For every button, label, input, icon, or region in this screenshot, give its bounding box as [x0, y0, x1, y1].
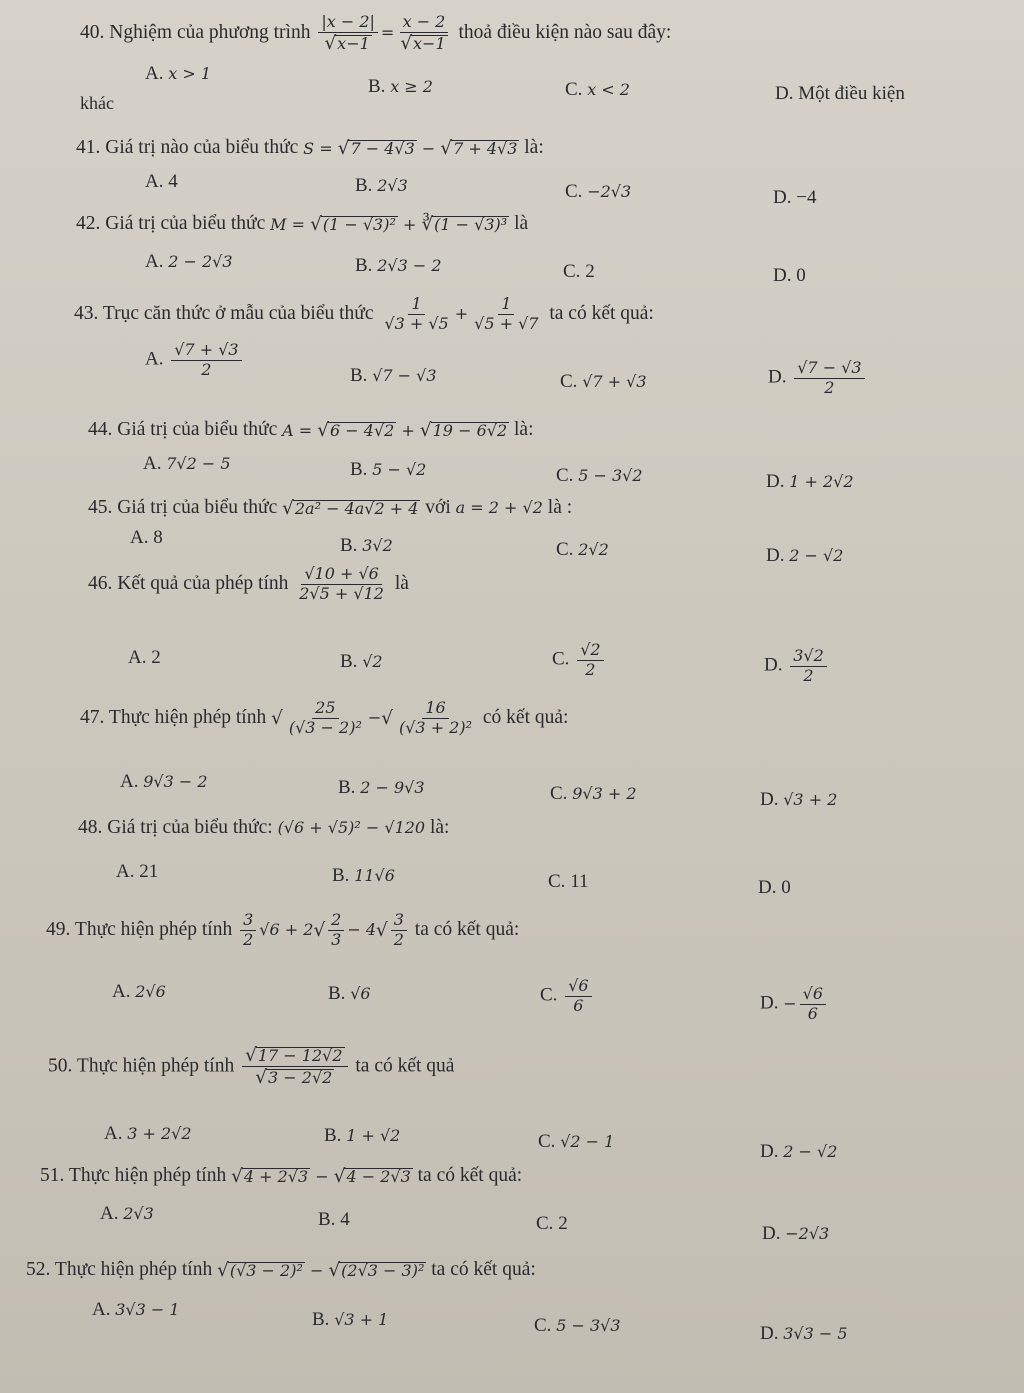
option-47-D: D. √3 + 2: [760, 789, 838, 810]
option-44-D: D. 1 + 2√2: [766, 471, 854, 492]
question-44: 44. Giá trị của biểu thức A = √6 − 4√2 + √19 − 6√2 là:: [88, 419, 534, 441]
option-43-D: D. $\frac{√7 - √3}{2}$: [768, 360, 868, 397]
option-47-B: B. 2 − 9√3: [338, 777, 425, 798]
question-48: 48. Giá trị của biểu thức: (√6 + √5)² − √120 là:: [78, 817, 450, 838]
option-49-C: C. $\frac{√6}{6}$: [540, 978, 595, 1015]
fraction-lhs: $\frac{|x - 2|}{√x-1}$: [318, 14, 378, 53]
option-45-B: B. 3√2: [340, 535, 393, 556]
option-51-B: B. 4: [318, 1209, 350, 1230]
question-40: 40. Nghiệm của phương trình $\frac{|x - 2|}{√x-1}$ = $\frac{x - 2}{√x-1}$ thoả điều kiện nào sau đây:: [80, 12, 672, 54]
option-47-A: A. 9√3 − 2: [120, 771, 208, 792]
option-40-C: C. x < 2: [565, 79, 630, 100]
option-44-B: B. 5 − √2: [350, 459, 427, 480]
option-42-A: A. 2 − 2√3: [145, 251, 233, 272]
question-46: 46. Kết quả của phép tính $\frac{√10 + √6}{2√5 + √12}$ là: [88, 564, 409, 603]
option-51-D: D. −2√3: [762, 1223, 830, 1244]
question-42: 42. Giá trị của biểu thức M = √(1 − √3)² + ∛(1 − √3)³ là: [76, 213, 529, 235]
option-52-A: A. 3√3 − 1: [92, 1299, 180, 1320]
option-43-B: B. √7 − √3: [350, 365, 437, 386]
option-41-D: D. −4: [773, 187, 817, 208]
option-40-D-cont: khác: [80, 93, 114, 113]
option-52-D: D. 3√3 − 5: [760, 1323, 848, 1344]
question-45: 45. Giá trị của biểu thức √2a² − 4a√2 + 4 với a = 2 + √2 là :: [88, 497, 573, 519]
option-50-B: B. 1 + √2: [324, 1125, 401, 1146]
option-49-A: A. 2√6: [112, 981, 166, 1002]
option-48-D: D. 0: [758, 877, 791, 898]
option-47-C: C. 9√3 + 2: [550, 783, 637, 804]
option-41-A: A. 4: [145, 171, 178, 192]
option-51-A: A. 2√3: [100, 1203, 154, 1224]
question-41: 41. Giá trị nào của biểu thức S = √7 − 4√3 − √7 + 4√3 là:: [76, 137, 544, 159]
option-49-D: D. − $\frac{√6}{6}$: [760, 986, 829, 1023]
option-52-B: B. √3 + 1: [312, 1309, 389, 1330]
option-50-A: A. 3 + 2√2: [104, 1123, 192, 1144]
option-40-B: B. x ≥ 2: [368, 76, 433, 97]
fraction-rhs: $\frac{x - 2}{√x-1}$: [397, 14, 450, 53]
option-44-C: C. 5 − 3√2: [556, 465, 643, 486]
option-52-C: C. 5 − 3√3: [534, 1315, 621, 1336]
option-46-B: B. √2: [340, 651, 383, 672]
option-51-C: C. 2: [536, 1213, 568, 1234]
option-50-D: D. 2 − √2: [760, 1141, 838, 1162]
option-48-B: B. 11√6: [332, 865, 395, 886]
option-48-A: A. 21: [116, 861, 159, 882]
option-42-D: D. 0: [773, 265, 806, 286]
option-45-D: D. 2 − √2: [766, 545, 844, 566]
question-text: Nghiệm của phương trình: [109, 22, 311, 44]
question-50: 50. Thực hiện phép tính $\frac{√17 - 12√2}{√3 - 2√2}$ ta có kết quả: [48, 1045, 455, 1089]
option-42-B: B. 2√3 − 2: [355, 255, 442, 276]
question-47: 47. Thực hiện phép tính √ $\frac{25}{\text{(√3 − 2)²}}$ −√ $\frac{16}{\text{(√3 + 2)²}}$ có kết quả:: [80, 698, 569, 737]
option-43-A: A. $\frac{√7 + √3}{2}$: [145, 342, 245, 379]
option-48-C: C. 11: [548, 871, 589, 892]
question-51: 51. Thực hiện phép tính √4 + 2√3 − √4 − 2√3 ta có kết quả:: [40, 1165, 523, 1187]
option-46-C: C. $\frac{√2}{2}$: [552, 642, 607, 679]
option-40-A: A. x > 1: [145, 63, 212, 84]
option-49-B: B. √6: [328, 983, 371, 1004]
option-43-C: C. √7 + √3: [560, 371, 647, 392]
option-46-D: D. $\frac{3√2}{2}$: [764, 648, 830, 685]
question-49: 49. Thực hiện phép tính $\frac{3}{2}$ √6 + 2√ $\frac{2}{3}$ − 4√ $\frac{3}{2}$ ta có kết quả:: [46, 910, 520, 949]
question-43: 43. Trục căn thức ở mẫu của biểu thức $\frac{1}{√3 + √5}$ + $\frac{1}{√5 + √7}$ ta có kết quả:: [74, 294, 654, 333]
option-40-D: D. Một điều kiện: [775, 83, 905, 104]
option-42-C: C. 2: [563, 261, 595, 282]
question-52: 52. Thực hiện phép tính √(√3 − 2)² − √(2√3 − 3)² ta có kết quả:: [26, 1259, 536, 1281]
option-45-C: C. 2√2: [556, 539, 609, 560]
option-41-B: B. 2√3: [355, 175, 408, 196]
option-50-C: C. √2 − 1: [538, 1131, 615, 1152]
question-number: 40.: [80, 22, 105, 44]
option-46-A: A. 2: [128, 647, 161, 668]
question-tail: thoả điều kiện nào sau đây:: [458, 22, 672, 44]
option-44-A: A. 7√2 − 5: [143, 453, 231, 474]
option-45-A: A. 8: [130, 527, 163, 548]
option-41-C: C. −2√3: [565, 181, 632, 202]
